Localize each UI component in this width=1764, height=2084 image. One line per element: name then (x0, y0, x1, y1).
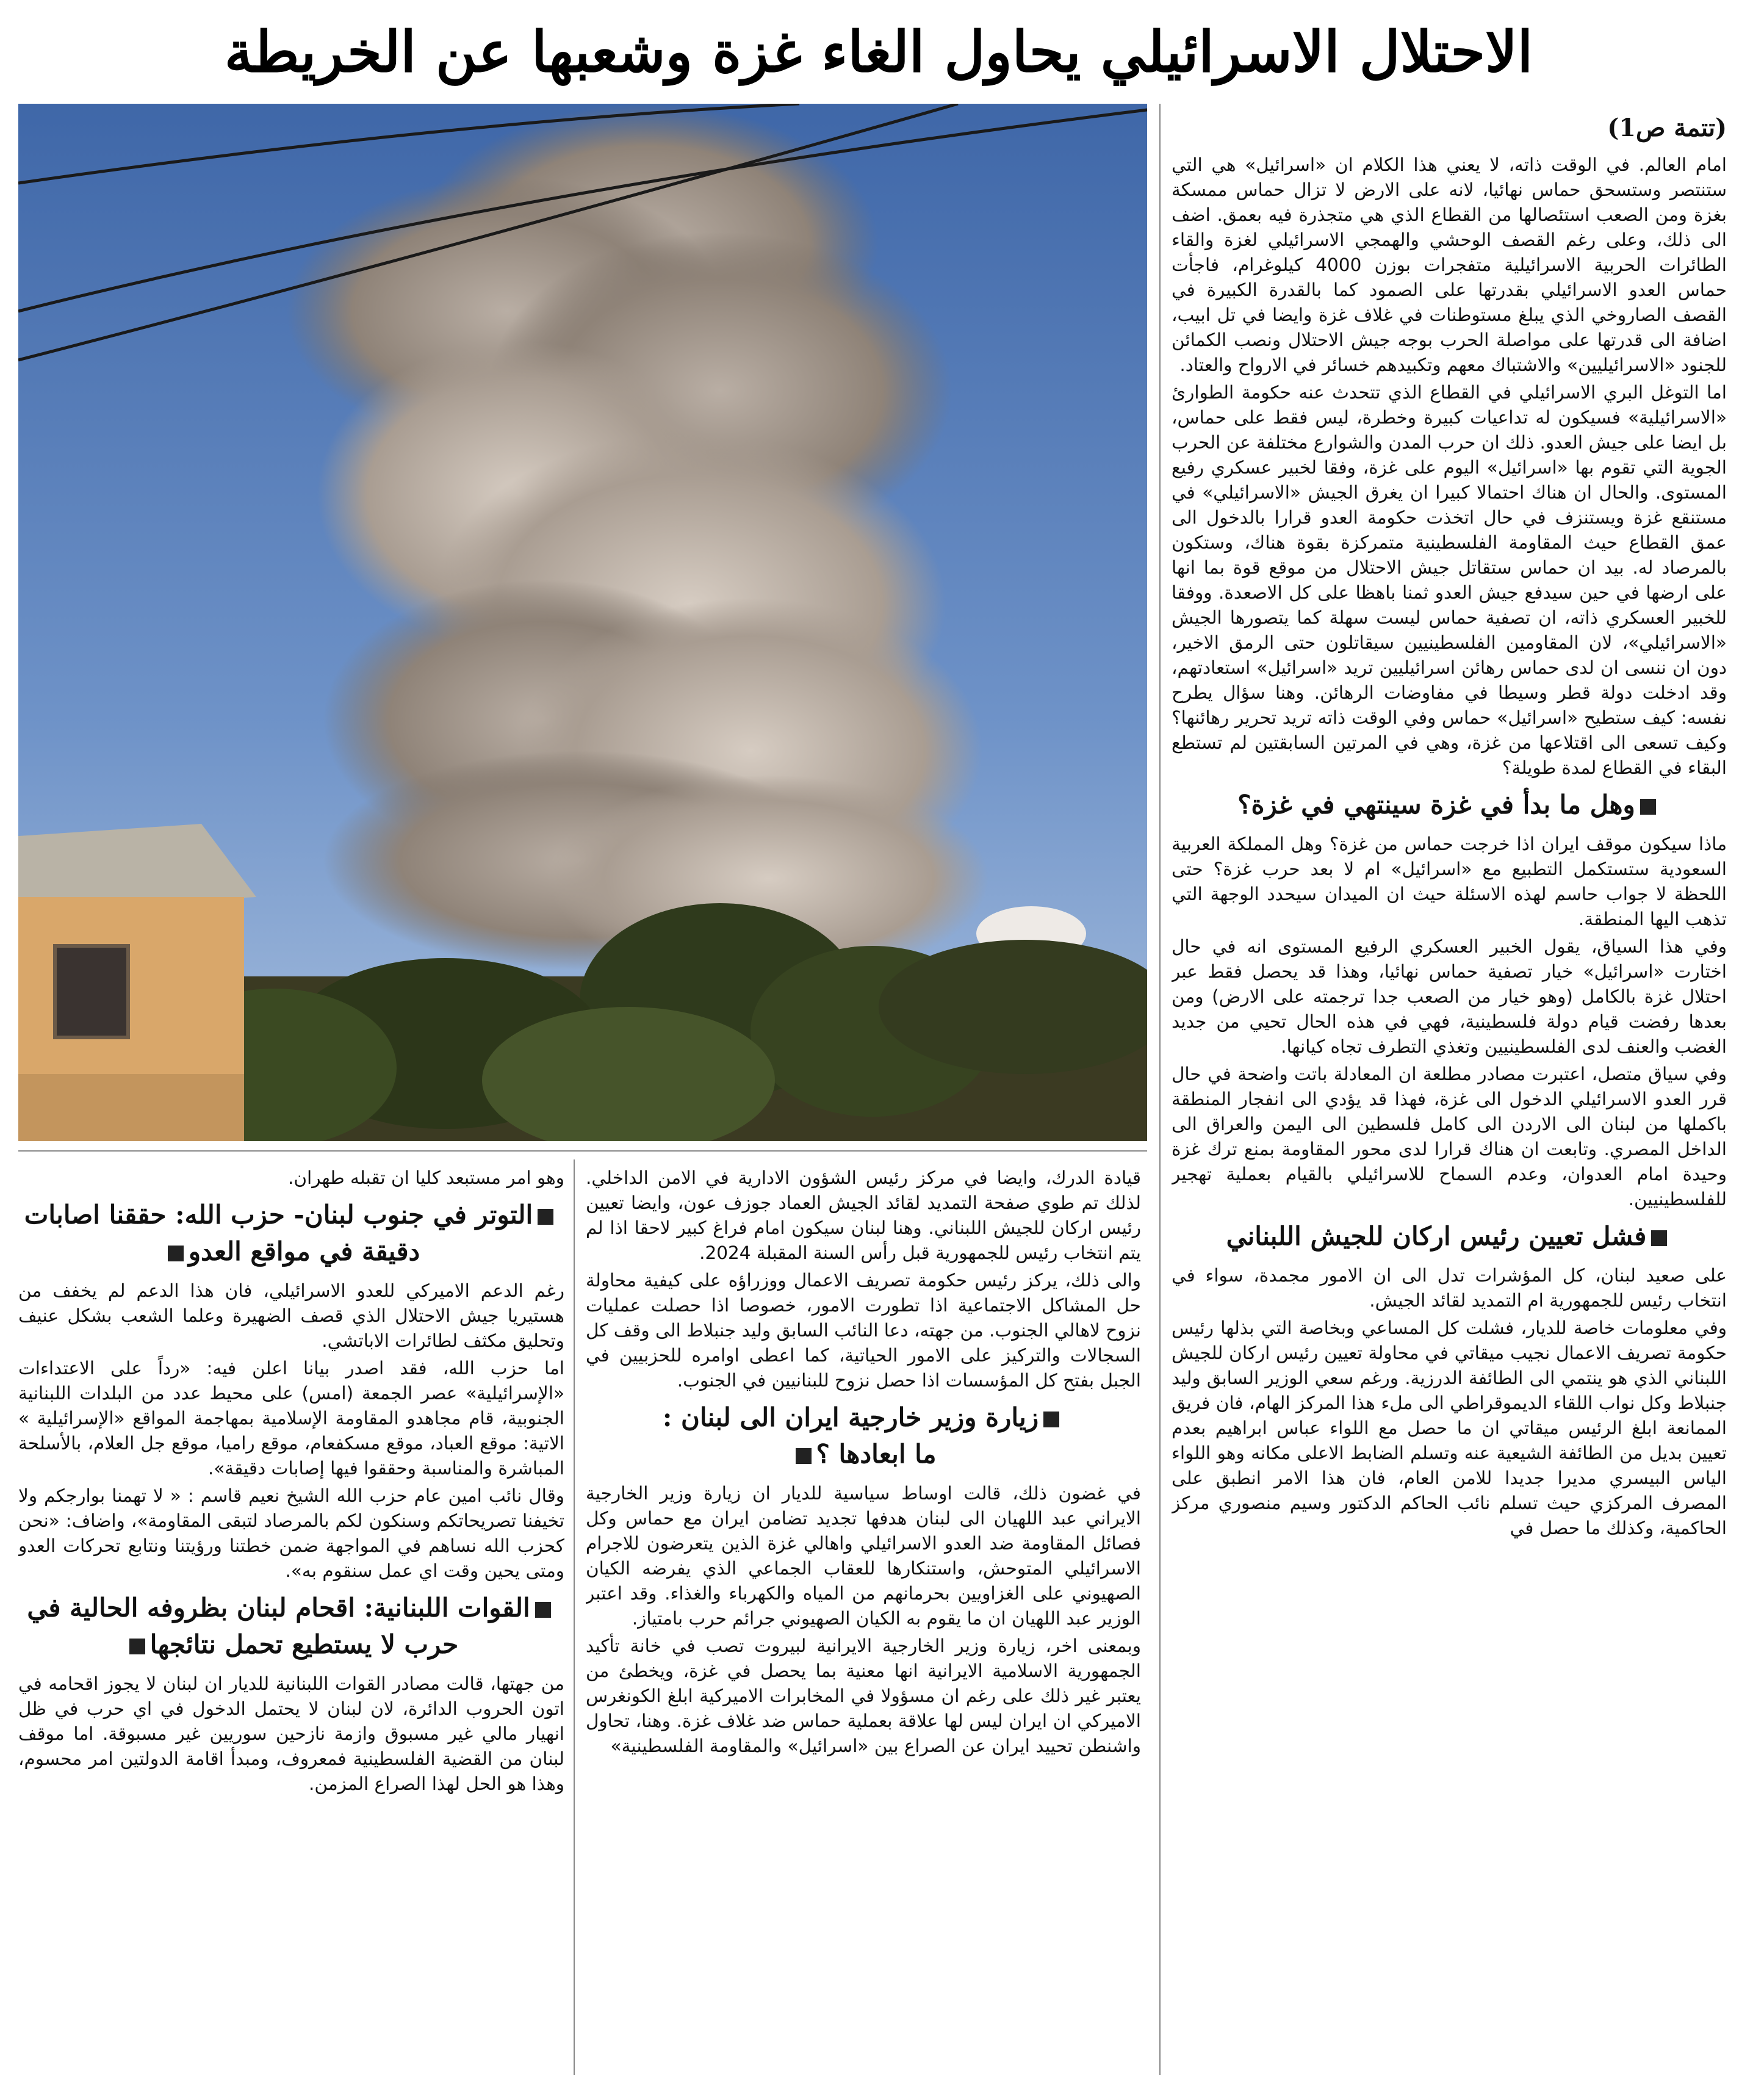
smoke-plume-photo (18, 104, 1147, 1141)
paragraph: وقال نائب امين عام حزب الله الشيخ نعيم قاسم : « لا تهمنا بوارجكم ولا تخيفنا تصريحاتكم وسنكون لكم بالمرصاد لتبقى المقاومة»، واضاف: «نحن كحزب الله نساهم في المواجهة ضمن خطتنا ورؤيتنا ونتابع تحركات العدو ومتى يحين وقت اي عمل سنقوم به». (18, 1485, 564, 1581)
paragraph: وبمعنى اخر، زيارة وزير الخارجية الايرانية لبيروت تصب في خانة تأكيد الجمهورية الاسلامية الايرانية انها معنية بما يحصل في غزة، ويخطئ من يعتبر غير ذلك على رغم ان مسؤولا في المخابرات الاميركية ابلغ الكونغرس الاميركي ان ايران ليس لها علاقة بعملية حماس ضد غلاف غزة. وهنا، تحاول واشنطن تحييد ايران عن الصراع بين «اسرائيل» والمقاومة الفلسطينية» (586, 1635, 1141, 1756)
square-bullet-icon (1640, 799, 1656, 815)
photo-bottom-rule (18, 1150, 1147, 1152)
left-column (18, 1166, 564, 2069)
subheading: القوات اللبنانية: اقحام لبنان بظروفه الحالية في حرب لا يستطيع تحمل نتائجها (18, 1590, 564, 1663)
square-bullet-icon (796, 1448, 812, 1464)
square-bullet-icon (1651, 1230, 1667, 1246)
paragraph: امام العالم. في الوقت ذاته، لا يعني هذا الكلام ان «اسرائيل» هي التي ستنتصر وستسحق حماس نهائيا، لانه على الارض لا تزال حماس ممسكة بغزة ومن الصعب استئصالها من القطاع الذي هي متجذرة فيه بعمق. اضف الى ذلك، وعلى رغم القصف الوحشي والهمجي الاسرائيلي لغزة والقاء الطائرات الحربية الاسرائيلية متفجرات بوزن 4000 كيلوغرام، فاجأت حماس العدو الاسرائيلي بقدرتها على الصمود كما بالقدرة الكبيرة في القصف الصاروخي الذي يبلغ مستوطنات في غلاف غزة وايضا في تل ابيب، اضافة الى قدرتها على مواصلة الحرب بوجه جيش الاحتلال ونصب الكمائن للجنود «الاسرائيليين» والاشتباك معهم وتكبيدهم خسائر في الارواح والعتاد. (1172, 154, 1727, 375)
paragraph: وهو امر مستبعد كليا ان تقبله طهران. (288, 1167, 564, 1188)
paragraph: وفي سياق متصل، اعتبرت مصادر مطلعة ان المعادلة باتت واضحة في حال قرر العدو الاسرائيلي الدخول الى غزة، فهذا قد يؤدي الى انفجار المنطقة باكملها من لبنان الى الاردن الى كامل فلسطين الى اليمن والعراق الى الداخل المصري. وتابعت ان هناك قرارا لدى محور المقاومة بمنع ترك غزة وحيدة امام العدوان، وعدم السماح للاسرائيلي بالقيام بعملية تهجير للفلسطينيين. (1172, 1064, 1727, 1210)
building (18, 824, 256, 1141)
continued-label: (تتمة ص1) (1607, 114, 1727, 142)
square-bullet-icon (535, 1602, 551, 1618)
paragraph: ماذا سيكون موقف ايران اذا خرجت حماس من غزة؟ وهل المملكة العربية السعودية ستستكمل التطبيع مع «اسرائيل» ام لا بعد حرب غزة؟ حتى اللحظة لا جواب حاسم لهذه الاسئلة حيث ان الميدان سيحدد الوجهة التي تذهب اليها المنطقة. (1172, 834, 1727, 929)
square-bullet-icon (129, 1639, 145, 1654)
square-bullet-icon (168, 1246, 184, 1261)
paragraph: وفي هذا السياق، يقول الخبير العسكري الرفيع المستوى انه في حال اختارت «اسرائيل» خيار تصفية حماس نهائيا، وهذا قد يحصل فقط عبر احتلال غزة بالكامل (وهو خيار من الصعب جدا ترجمته على الارض) ومن بعدها رفضت قيام دولة فلسطينية، فهي في هذه الحال تحيي من جديد الغضب والعنف لدى الفلسطينيين وتغذي التطرف تجاه كيانها. (1172, 936, 1727, 1057)
headline: الاحتلال الاسرائيلي يحاول الغاء غزة وشعبها عن الخريطة (224, 19, 1533, 85)
paragraph: رغم الدعم الاميركي للعدو الاسرائيلي، فان هذا الدعم لم يخفف من هستيريا جيش الاحتلال الذي قصف الضهيرة وعلما الشعب بشكل عنيف وتحليق مكثف لطائرات الاباتشي. (18, 1280, 564, 1351)
column-divider (1159, 104, 1161, 2075)
paragraph: اما حزب الله، فقد اصدر بيانا اعلن فيه: «رداً على الاعتداءات «الإسرائيلية» عصر الجمعة (امس) على محيط عدد من البلدات اللبنانية الجنوبية، قام مجاهدو المقاومة الإسلامية بمهاجمة المواقع «الإسرائيلية » الاتية: موقع العباد، موقع مسكفعام، موقع راميا، موقع جل العلام، بالأسلحة المباشرة والمناسبة وحققوا فيها إصابات دقيقة». (18, 1358, 564, 1479)
paragraph: في غضون ذلك، قالت اوساط سياسية للديار ان زيارة وزير الخارجية الايراني عبد اللهيان الى لبنان هدفها تجديد تضامن ايران مع حماس وكل فصائل المقاومة ضد العدو الاسرائيلي واهالي غزة الذين يتعرضون للاجرام الاسرائيلي المتوحش، واستنكارها للعقاب الجماعي الذي يفرضه الكيان الصهيوني على الغزاويين بحرمانهم من المياه والكهرباء والغذاء. وقد اعتبر الوزير عبد اللهيان ان ما يقوم به الكيان الصهيوني جرائم حرب بامتياز. (586, 1483, 1141, 1629)
middle-column (586, 1166, 1141, 2069)
paragraph: اما التوغل البري الاسرائيلي في القطاع الذي تتحدث عنه حكومة الطوارئ «الاسرائيلية» فسيكون له تداعيات كبيرة وخطرة، ليس فقط على حماس، بل ايضا على جيش العدو. ذلك ان حرب المدن والشوارع مختلفة عن الحرب الجوية التي تقوم بها «اسرائيل» اليوم على غزة، وفقا لخبير عسكري رفيع المستوى. والحال ان هناك احتمالا كبيرا ان يغرق الجيش «الاسرائيلي» في مستنقع غزة ويستنزف في حال اتخذت حكومة العدو قرارا بالدخول الى عمق القطاع حيث المقاومة الفلسطينية متمركزة بقوة هناك، وستكون بالمرصاد له. بيد ان حماس ستقاتل جيش الاحتلال من موقع قوة بما انها على ارضها في حين سيدفع جيش العدو ثمنا باهظا على كل الاصعدة. ووفقا للخبير العسكري ذاته، ان تصفية حماس ليست سهلة كما يتصورها الجيش «الاسرائيلي»، لان المقاومين الفلسطينيين سيقاتلون حتى الرمق الاخير، دون ان ننسى ان لدى حماس رهائن اسرائيليين تريد «اسرائيل» استعادتهم، وقد ادخلت دولة قطر وسيطا في مفاوضات الرهائن. وهنا سؤال يطرح نفسه: كيف ستطيح «اسرائيل» حماس وفي الوقت ذاته تريد تحرير رهائنها؟ وكيف تسعى الى اقتلاعها من غزة، وهي في المرتين السابقتين لم تستطع البقاء في القطاع لمدة طويلة؟ (1172, 382, 1727, 778)
paragraph: والى ذلك، يركز رئيس حكومة تصريف الاعمال ووزراؤه على كيفية محاولة حل المشاكل الاجتماعية اذا تطورت الامور، خصوصا اذا حصلت عمليات نزوح لاهالي الجنوب. من جهته، دعا النائب السابق وليد جنبلاط الى وقف كل السجالات والتركيز على الامور الحياتية، كما اعطى اوامره للحزبيين في الجبل بفتح كل المؤسسات اذا حصل نزوح للبنانيين في الجنوب. (586, 1270, 1141, 1391)
subheading: فشل تعيين رئيس اركان للجيش اللبناني (1172, 1218, 1727, 1255)
paragraph: قيادة الدرك، وايضا في مركز رئيس الشؤون الادارية في الامن الداخلي. لذلك تم طوي صفحة التمديد لقائد الجيش العماد جوزف عون، وايضا تعيين رئيس اركان للجيش اللبناني. وهنا لبنان سيكون امام فراغ كبير لاحقا اذا لم يتم انتخاب رئيس للجمهورية قبل رأس السنة المقبلة 2024. (586, 1167, 1141, 1263)
paragraph: من جهتها، قالت مصادر القوات اللبنانية للديار ان لبنان لا يجوز اقحامه في اتون الحروب الدائرة، لان لبنان لا يحتمل الدخول في اي حرب في ظل انهيار مالي غير مسبوق وازمة نازحين سوريين غير مسبوقة. اما موقف لبنان من القضية الفلسطينية فمعروف، ومبدأ اقامة الدولتين امر محسوم، وهذا هو الحل لهذا الصراع المزمن. (18, 1673, 564, 1794)
paragraph: وفي معلومات خاصة للديار، فشلت كل المساعي وبخاصة التي بذلها رئيس حكومة تصريف الاعمال نجيب ميقاتي في محاولة تعيين رئيس اركان للجيش اللبناني الذي هو ينتمي الى الطائفة الدرزية. ورغم سعي الوزير السابق وليد جنبلاط وكل نواب اللقاء الديموقراطي الى ملء هذا المركز الهام، فان فريق الممانعة ابلغ الرئيس ميقاتي ان ما حصل مع اللواء عباس ابراهيم بعدم تعيين بديل من الطائفة الشيعية عنه وتسلم الضابط الاعلى مكانه وهو اللواء الياس البيسري مديرا جديدا للامن العام، فان هذا الامر انطبق على المصرف المركزي حيث تسلم نائب الحاكم الدكتور وسيم منصوري مركز الحاكمية، وكذلك ما حصل في (1172, 1318, 1727, 1538)
subheading: زيارة وزير خارجية ايران الى لبنان : ما ابعادها ؟ (586, 1399, 1141, 1473)
subheading: التوتر في جنوب لبنان- حزب الله: حققنا اصابات دقيقة في مواقع العدو (18, 1197, 564, 1270)
paragraph: على صعيد لبنان، كل المؤشرات تدل الى ان الامور مجمدة، سواء في انتخاب رئيس للجمهورية ام التمديد لقائد الجيش. (1172, 1265, 1727, 1311)
column-divider (574, 1159, 575, 2075)
square-bullet-icon (538, 1209, 553, 1225)
right-column (1172, 110, 1727, 2063)
square-bullet-icon (1043, 1412, 1059, 1427)
subheading: وهل ما بدأ في غزة سينتهي في غزة؟ (1172, 787, 1727, 823)
news-photo (18, 104, 1147, 1141)
